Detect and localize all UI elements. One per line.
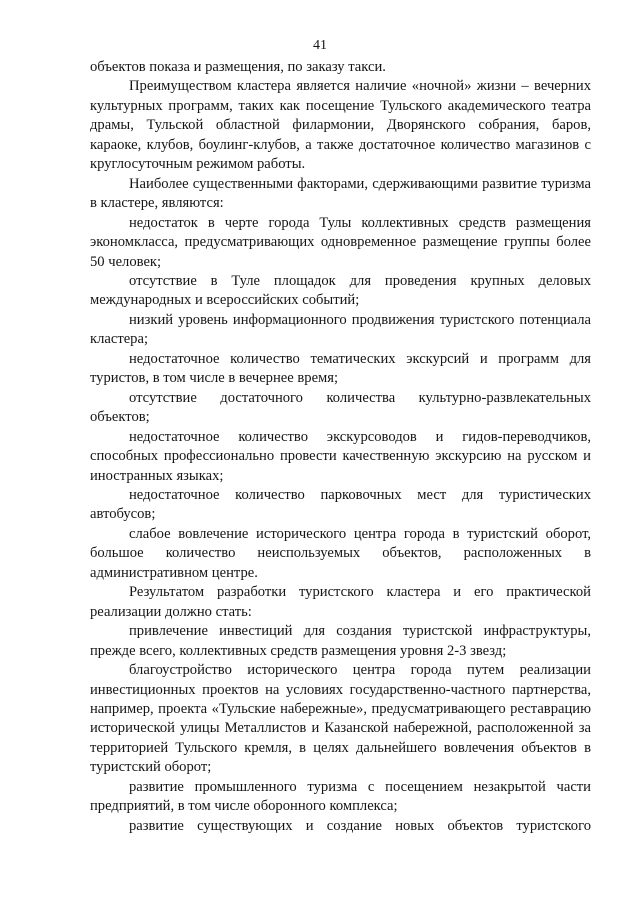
list-item-investments: привлечение инвестиций для создания туристской инфраструктуры, прежде всего, коллективных средств размещения уровня 2-3 звезд;	[90, 623, 591, 659]
paragraph-continuation: объектов показа и размещения, по заказу такси.	[90, 59, 386, 75]
list-item-weak-center-involvement: слабое вовлечение исторического центра города в туристский оборот, большое количество неиспользуемых объектов, расположенных в административном центре.	[90, 525, 591, 581]
list-item-few-excursions: недостаточное количество тематических экскурсий и программ для туристов, в том числе в вечернее время;	[90, 350, 591, 387]
list-item-few-guides: недостаточное количество экскурсоводов и гидов-переводчиков, способных профессионально провести качественную экскурсию на русском и иностранных языках;	[90, 428, 591, 484]
paragraph-constraints-intro: Наиболее существенными факторами, сдерживающими развитие туризма в кластере, являются:	[90, 175, 591, 212]
list-item-improvement: благоустройство исторического центра города путем реализации инвестиционных проектов на условиях государственно-частного партнерства, например, проекта «Тульские набережные», предусматривающего реставрацию исторической улицы Металлистов и Казанской набережной, расположенной за территорией Тульского кремля, в целях дальнейшего вовлечения объектов в туристский оборот;	[90, 662, 591, 776]
list-item-low-promotion: низкий уровень информационного продвижения туристского потенциала кластера;	[90, 311, 591, 348]
list-item-lack-of-accommodation: недостаток в черте города Тулы коллективных средств размещения экономкласса, предусматривающих одновременное размещение группы более 50 человек;	[90, 214, 591, 270]
list-item-few-parking: недостаточное количество парковочных мест для туристических автобусов;	[90, 486, 591, 523]
list-item-few-entertainment: отсутствие достаточного количества культурно-развлекательных объектов;	[90, 389, 591, 426]
page-number: 41	[313, 38, 327, 53]
list-item-no-event-venues: отсутствие в Туле площадок для проведения крупных деловых международных и всероссийских событий;	[90, 272, 591, 309]
body-text	[90, 58, 591, 836]
list-item-new-objects: развитие существующих и создание новых объектов туристского	[129, 817, 591, 834]
list-item-industrial-tourism: развитие промышленного туризма с посещением незакрытой части предприятий, в том числе оборонного комплекса;	[90, 778, 591, 815]
paragraph-results-intro: Результатом разработки туристского кластера и его практической реализации должно стать:	[90, 584, 591, 620]
paragraph-night-life: Преимуществом кластера является наличие «ночной» жизни – вечерних культурных программ, таких как посещение Тульского академического театра драмы, Тульской областной филармонии, Дворянского собрания, баров, караоке, клубов, боулинг-клубов, а также достаточное количество магазинов с круглосуточным режимом работы.	[90, 78, 591, 173]
